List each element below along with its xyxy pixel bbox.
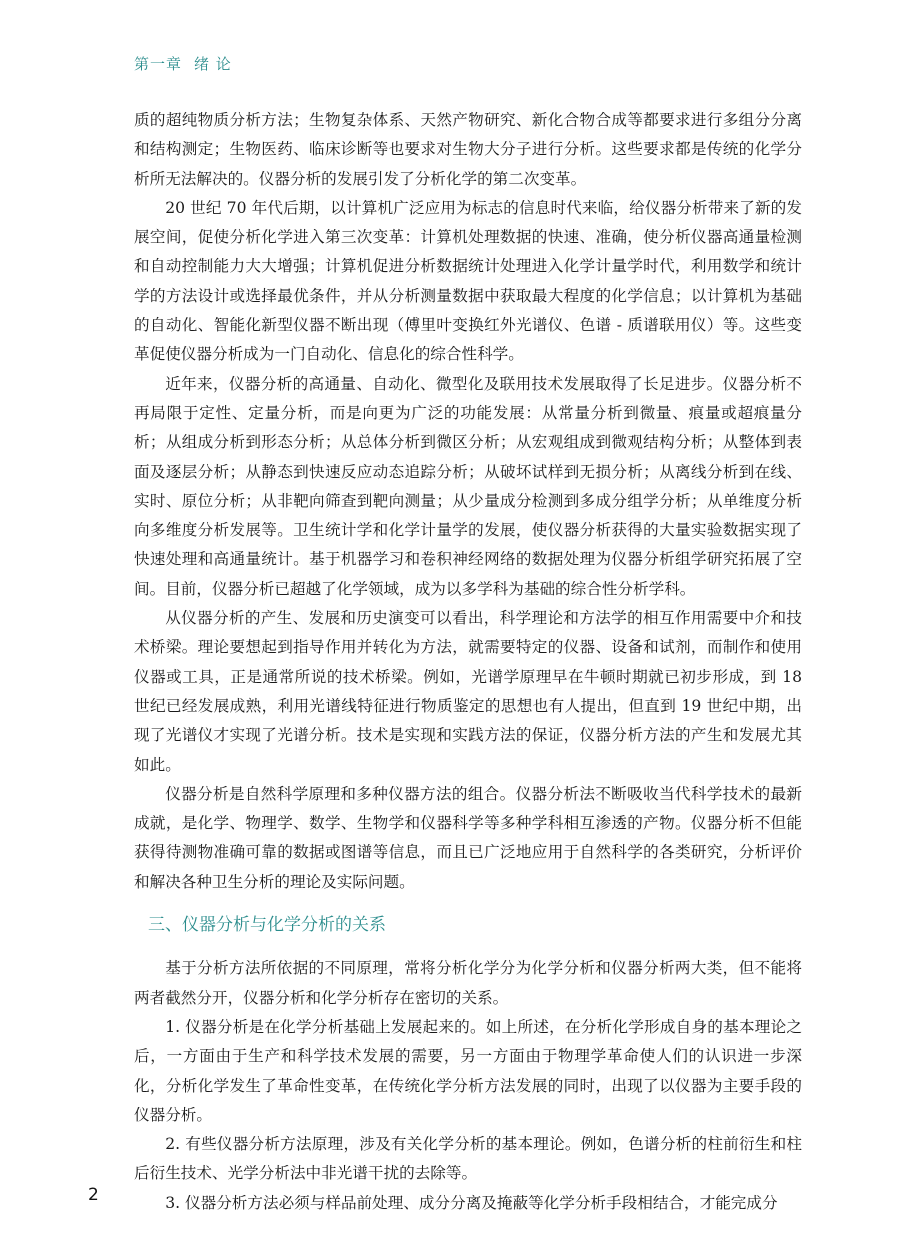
paragraph: 质的超纯物质分析方法；生物复杂体系、天然产物研究、新化合物合成等都要求进行多组分分离和结构测定；生物医药、临床诊断等也要求对生物大分子进行分析。这些要求都是传统的化学分析所无法解决的。仪器分析的发展引发了分析化学的第二次变革。 <box>134 111 802 188</box>
list-item: 3. 仪器分析方法必须与样品前处理、成分分离及掩蔽等化学分析手段相结合，才能完成分 <box>165 1193 778 1212</box>
chapter-label: 第一章 <box>134 55 183 73</box>
page-number: 2 <box>88 1185 99 1205</box>
paragraph: 20 世纪 70 年代后期，以计算机广泛应用为标志的信息时代来临，给仪器分析带来了新的发展空间，促使分析化学进入第三次变革：计算机处理数据的快速、准确，使分析仪器高通量检测和自动控制能力大大增强；计算机促进分析数据统计处理进入化学计量学时代，利用数学和统计学的方法设计或选择最优条件，并从分析测量数据中获取最大程度的化学信息；以计算机为基础的自动化、智能化新型仪器不断出现（傅里叶变换红外光谱仪、色谱 - 质谱联用仪）等。这些变革促使仪器分析成为一门自动化、信息化的综合性科学。 <box>134 198 802 364</box>
paragraph: 仪器分析是自然科学原理和多种仪器方法的组合。仪器分析法不断吸收当代科学技术的最新成就，是化学、物理学、数学、生物学和仪器科学等多种学科相互渗透的产物。仪器分析不但能获得待测物准确可靠的数据或图谱等信息，而且已广泛地应用于自然科学的各类研究，分析评价和解决各种卫生分析的理论及实际问题。 <box>134 784 802 891</box>
running-head <box>134 53 232 74</box>
paragraph: 基于分析方法所依据的不同原理，常将分析化学分为化学分析和仪器分析两大类，但不能将两者截然分开，仪器分析和化学分析存在密切的关系。 <box>134 959 802 1007</box>
paragraph: 近年来，仪器分析的高通量、自动化、微型化及联用技术发展取得了长足进步。仪器分析不再局限于定性、定量分析，而是向更为广泛的功能发展：从常量分析到微量、痕量或超痕量分析；从组成分析到形态分析；从总体分析到微区分析；从宏观组成到微观结构分析；从整体到表面及逐层分析；从静态到快速反应动态追踪分析；从破坏试样到无损分析；从离线分析到在线、实时、原位分析；从非靶向筛查到靶向测量；从少量成分检测到多成分组学分析；从单维度分析向多维度分析发展等。卫生统计学和化学计量学的发展，使仪器分析获得的大量实验数据实现了快速处理和高通量统计。基于机器学习和卷积神经网络的数据处理为仪器分析组学研究拓展了空间。目前，仪器分析已超越了化学领域，成为以多学科为基础的综合性分析学科。 <box>134 374 802 598</box>
chapter-title: 绪 论 <box>194 55 232 73</box>
body-text <box>134 106 802 1218</box>
list-item: 1. 仪器分析是在化学分析基础上发展起来的。如上所述，在分析化学形成自身的基本理论之后，一方面由于生产和科学技术发展的需要，另一方面由于物理学革命使人们的认识进一步深化，分析化学发生了革命性变革，在传统化学分析方法发展的同时，出现了以仪器为主要手段的仪器分析。 <box>134 1017 802 1124</box>
paragraph: 从仪器分析的产生、发展和历史演变可以看出，科学理论和方法学的相互作用需要中介和技术桥梁。理论要想起到指导作用并转化为方法，就需要特定的仪器、设备和试剂，而制作和使用仪器或工具，正是通常所说的技术桥梁。例如，光谱学原理早在牛顿时期就已初步形成，到 18 世纪已经发展成熟，利用光谱线特征进行物质鉴定的思想也有人提出，但直到 19 世纪中期，出现了光谱仪才实现了光谱分析。技术是实现和实践方法的保证，仪器分析方法的产生和发展尤其如此。 <box>134 609 802 774</box>
section-heading: 三、仪器分析与化学分析的关系 <box>148 915 386 936</box>
list-item: 2. 有些仪器分析方法原理，涉及有关化学分析的基本理论。例如，色谱分析的柱前衍生和柱后衍生技术、光学分析法中非光谱干扰的去除等。 <box>134 1135 802 1183</box>
